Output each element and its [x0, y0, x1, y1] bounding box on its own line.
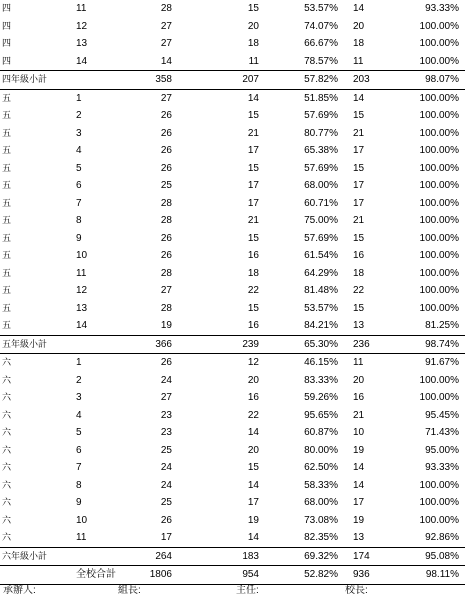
completed-cell: 14: [353, 479, 365, 491]
count-cell: 14: [247, 92, 259, 104]
enrolled-cell: 25: [160, 444, 172, 456]
enrolled-cell: 24: [160, 374, 172, 386]
rate-cell: 57.82%: [304, 74, 338, 85]
rate-cell: 66.67%: [304, 38, 338, 49]
count-cell: 14: [247, 532, 259, 543]
class-cell: 12: [76, 20, 88, 32]
completed-cell: 236: [353, 338, 370, 350]
table-row: [0, 35, 465, 53]
enrolled-cell: 28: [160, 197, 172, 209]
enrolled-cell: 358: [155, 74, 172, 85]
table-row: [0, 477, 465, 495]
rate-cell: 57.69%: [304, 162, 338, 174]
enrolled-cell: 26: [160, 514, 172, 526]
completed-cell: 11: [353, 357, 364, 368]
count-cell: 16: [247, 250, 259, 261]
class-cell: 2: [76, 374, 82, 386]
table-row: [0, 160, 465, 178]
count-cell: 15: [247, 3, 259, 14]
count-cell: 15: [247, 162, 259, 174]
enrolled-cell: 28: [160, 267, 172, 279]
grade-cell: 五: [2, 250, 12, 260]
count-cell: 18: [247, 267, 259, 279]
completed-cell: 20: [353, 374, 365, 386]
grade-cell: 五: [2, 197, 12, 208]
completed-cell: 11: [353, 55, 364, 67]
enrolled-cell: 27: [160, 92, 172, 104]
completion-rate-cell: 100.00%: [419, 392, 459, 403]
completion-rate-cell: 93.33%: [425, 3, 459, 14]
grade-cell: 六: [2, 514, 12, 525]
class-cell: 13: [76, 302, 88, 314]
class-cell: 5: [76, 162, 82, 174]
grade-cell: 五: [2, 232, 12, 243]
completed-cell: 15: [353, 302, 365, 314]
completed-cell: 19: [353, 514, 365, 526]
completed-cell: 21: [353, 127, 365, 139]
completed-cell: 22: [353, 285, 365, 296]
grade-cell: 五: [2, 145, 12, 155]
enrolled-cell: 19: [160, 320, 172, 331]
count-cell: 12: [247, 357, 259, 368]
class-cell: 3: [76, 392, 82, 403]
completed-cell: 14: [353, 92, 365, 104]
rate-cell: 53.57%: [304, 3, 338, 14]
completed-cell: 17: [353, 497, 365, 508]
grade-cell: 六: [2, 462, 12, 472]
table-row: [0, 142, 465, 160]
table-row: [0, 442, 465, 460]
rate-cell: 59.26%: [304, 392, 338, 403]
completion-rate-cell: 100.00%: [419, 374, 459, 386]
count-cell: 20: [247, 444, 259, 456]
enrolled-cell: 23: [160, 409, 172, 421]
enrolled-cell: 27: [160, 38, 172, 49]
principal-label: 校長:: [345, 585, 368, 596]
class-cell: 4: [76, 409, 82, 421]
completion-rate-cell: 100.00%: [419, 92, 459, 104]
grade-cell: 五: [2, 267, 12, 278]
completion-rate-cell: 98.11%: [425, 569, 459, 580]
completion-rate-cell: 100.00%: [419, 38, 459, 49]
enrolled-cell: 25: [160, 180, 172, 191]
rate-cell: 60.87%: [304, 427, 338, 438]
completion-rate-cell: 100.00%: [419, 285, 459, 296]
table-row: [0, 317, 465, 335]
table-row: [0, 424, 465, 442]
grade-cell: 五年級小計: [2, 338, 48, 349]
completion-rate-cell: 98.07%: [425, 74, 459, 85]
rate-cell: 58.33%: [304, 479, 338, 491]
grade-cell: 五: [2, 302, 12, 313]
count-cell: 15: [247, 232, 259, 244]
class-cell: 5: [76, 427, 82, 438]
rate-cell: 81.48%: [304, 285, 338, 296]
count-cell: 21: [247, 127, 259, 139]
enrolled-cell: 27: [160, 285, 172, 296]
table-row: [0, 529, 465, 547]
class-cell: 11: [76, 267, 87, 279]
completed-cell: 17: [353, 180, 365, 191]
completion-rate-cell: 100.00%: [419, 180, 459, 191]
completion-rate-cell: 93.33%: [425, 462, 459, 473]
completion-rate-cell: 100.00%: [419, 215, 459, 226]
grade-cell: 五: [2, 285, 12, 295]
table-row: [0, 195, 465, 213]
enrolled-cell: 26: [160, 110, 172, 121]
count-cell: 15: [247, 110, 259, 121]
table-row: [0, 282, 465, 300]
grade-cell: 五: [2, 215, 12, 225]
grade-cell: 六: [2, 444, 12, 455]
class-cell: 12: [76, 285, 88, 296]
class-cell: 8: [76, 215, 82, 226]
count-cell: 954: [242, 569, 259, 580]
grade-cell: 六: [2, 497, 12, 507]
rate-cell: 57.69%: [304, 110, 338, 121]
table-row: [0, 512, 465, 530]
completed-cell: 14: [353, 3, 365, 14]
count-cell: 22: [247, 409, 259, 421]
director-label: 主任:: [236, 585, 259, 596]
table-row: [0, 0, 465, 18]
completed-cell: 17: [353, 197, 365, 209]
rate-cell: 68.00%: [304, 180, 338, 191]
count-cell: 19: [247, 514, 259, 526]
completed-cell: 14: [353, 462, 365, 473]
enrolled-cell: 26: [160, 250, 172, 261]
count-cell: 14: [247, 427, 259, 438]
table-row: [0, 247, 465, 265]
enrolled-cell: 28: [160, 215, 172, 226]
count-cell: 11: [248, 55, 259, 67]
class-cell: 8: [76, 479, 82, 491]
completed-cell: 20: [353, 20, 365, 32]
completed-cell: 15: [353, 232, 365, 244]
table-row: [0, 90, 465, 108]
rate-cell: 73.08%: [304, 514, 338, 526]
subtotal-row: [0, 335, 465, 355]
grade-cell: 五: [2, 180, 12, 190]
rate-cell: 57.69%: [304, 232, 338, 244]
completion-rate-cell: 100.00%: [419, 267, 459, 279]
enrolled-cell: 26: [160, 162, 172, 174]
count-cell: 21: [247, 215, 259, 226]
grade-cell: 六年級小計: [2, 550, 48, 561]
grade-cell: 五: [2, 110, 12, 120]
rate-cell: 78.57%: [304, 55, 338, 67]
count-cell: 16: [247, 392, 259, 403]
enrolled-cell: 366: [155, 338, 172, 350]
enrolled-cell: 26: [160, 127, 172, 139]
enrolled-cell: 26: [160, 357, 172, 368]
class-cell: 11: [76, 532, 87, 543]
grade-cell: 六: [2, 357, 12, 367]
rate-cell: 69.32%: [304, 550, 338, 562]
completed-cell: 16: [353, 250, 365, 261]
count-cell: 15: [247, 302, 259, 314]
enrolled-cell: 17: [160, 532, 172, 543]
completed-cell: 16: [353, 392, 365, 403]
completed-cell: 13: [353, 532, 365, 543]
table-row: [0, 389, 465, 407]
grade-cell: 四: [2, 38, 12, 48]
grade-cell: 五: [2, 92, 12, 103]
handler-label: 承辦人:: [3, 585, 36, 596]
table-row: [0, 212, 465, 230]
completion-rate-cell: 95.08%: [425, 550, 459, 562]
completion-rate-cell: 100.00%: [419, 497, 459, 508]
completion-rate-cell: 81.25%: [425, 320, 459, 331]
enrolled-cell: 28: [160, 3, 172, 14]
completion-rate-cell: 95.00%: [425, 444, 459, 456]
rate-cell: 53.57%: [304, 302, 338, 314]
count-cell: 239: [242, 338, 259, 350]
table-row: [0, 177, 465, 195]
class-cell: 7: [76, 462, 82, 473]
table-row: [0, 459, 465, 477]
enrolled-cell: 27: [160, 20, 172, 32]
rate-cell: 75.00%: [304, 215, 338, 226]
rate-cell: 84.21%: [304, 320, 338, 331]
grade-cell: 五: [2, 320, 12, 330]
class-cell: 1: [76, 92, 82, 104]
class-cell: 11: [76, 3, 87, 14]
rate-cell: 74.07%: [304, 20, 338, 32]
class-cell: 1: [76, 357, 82, 368]
completed-cell: 21: [353, 215, 365, 226]
enrolled-cell: 25: [160, 497, 172, 508]
class-cell: 3: [76, 127, 82, 139]
signature-line: [0, 582, 465, 600]
count-cell: 16: [247, 320, 259, 331]
enrolled-cell: 27: [160, 392, 172, 403]
rate-cell: 65.38%: [304, 145, 338, 156]
rate-cell: 52.82%: [304, 569, 338, 580]
count-cell: 22: [247, 285, 259, 296]
grade-cell: 五: [2, 162, 12, 173]
count-cell: 17: [247, 180, 259, 191]
table-row: [0, 265, 465, 283]
enrolled-cell: 1806: [149, 569, 172, 580]
table-row: [0, 407, 465, 425]
completion-rate-cell: 100.00%: [419, 479, 459, 491]
completion-rate-cell: 100.00%: [419, 110, 459, 121]
completion-rate-cell: 95.45%: [425, 409, 459, 421]
leader-label: 組長:: [118, 585, 141, 596]
rate-cell: 64.29%: [304, 267, 338, 279]
completion-rate-cell: 71.43%: [425, 427, 459, 438]
completed-cell: 18: [353, 38, 365, 49]
count-cell: 15: [247, 462, 259, 473]
completed-cell: 15: [353, 110, 365, 121]
class-cell: 9: [76, 232, 82, 244]
completion-rate-cell: 100.00%: [419, 197, 459, 209]
count-cell: 17: [247, 145, 259, 156]
rate-cell: 61.54%: [304, 250, 338, 261]
completed-cell: 13: [353, 320, 365, 331]
rate-cell: 95.65%: [304, 409, 338, 421]
count-cell: 17: [247, 197, 259, 209]
enrolled-cell: 14: [160, 55, 172, 67]
rate-cell: 46.15%: [304, 357, 338, 368]
grade-cell: 五: [2, 127, 12, 138]
grade-cell: 六: [2, 374, 12, 385]
grade-cell: 四: [2, 20, 12, 31]
class-cell: 13: [76, 38, 88, 49]
class-cell: 9: [76, 497, 82, 508]
class-cell: 14: [76, 320, 88, 331]
count-cell: 207: [242, 74, 259, 85]
grade-cell: 六: [2, 532, 12, 542]
table-row: [0, 300, 465, 318]
enrolled-cell: 26: [160, 232, 172, 244]
table-row: [0, 53, 465, 71]
table-row: [0, 107, 465, 125]
table-row: [0, 18, 465, 36]
class-cell: 14: [76, 55, 88, 67]
table-row: [0, 354, 465, 372]
grade-cell: 六: [2, 479, 12, 490]
completion-rate-cell: 100.00%: [419, 55, 459, 67]
subtotal-row: [0, 70, 465, 90]
completion-rate-cell: 100.00%: [419, 20, 459, 32]
grade-cell: 六: [2, 409, 12, 420]
count-cell: 183: [242, 550, 259, 562]
grade-cell: 六: [2, 427, 12, 437]
table-row: [0, 372, 465, 390]
count-cell: 14: [247, 479, 259, 491]
completed-cell: 936: [353, 569, 370, 580]
count-cell: 20: [247, 20, 259, 32]
completion-rate-cell: 91.67%: [425, 357, 459, 368]
class-cell: 4: [76, 145, 82, 156]
completion-rate-cell: 100.00%: [419, 145, 459, 156]
enrolled-cell: 264: [155, 550, 172, 562]
class-cell: 2: [76, 110, 82, 121]
table-row: [0, 494, 465, 512]
rate-cell: 82.35%: [304, 532, 338, 543]
rate-cell: 68.00%: [304, 497, 338, 508]
completion-rate-cell: 100.00%: [419, 232, 459, 244]
class-cell: 10: [76, 250, 88, 261]
enrolled-cell: 24: [160, 462, 172, 473]
enrolled-cell: 24: [160, 479, 172, 491]
completed-cell: 19: [353, 444, 365, 456]
table-row: [0, 230, 465, 248]
rate-cell: 83.33%: [304, 374, 338, 386]
completed-cell: 21: [353, 409, 365, 421]
enrolled-cell: 26: [160, 145, 172, 156]
class-cell: 全校合計: [76, 569, 116, 580]
completed-cell: 10: [353, 427, 365, 438]
rate-cell: 60.71%: [304, 197, 338, 209]
count-cell: 17: [247, 497, 259, 508]
count-cell: 20: [247, 374, 259, 386]
completed-cell: 203: [353, 74, 370, 85]
class-cell: 7: [76, 197, 82, 209]
grade-cell: 四年級小計: [2, 74, 48, 84]
completed-cell: 18: [353, 267, 365, 279]
completion-rate-cell: 92.86%: [425, 532, 459, 543]
completion-rate-cell: 98.74%: [425, 338, 459, 350]
class-cell: 10: [76, 514, 88, 526]
rate-cell: 65.30%: [304, 338, 338, 350]
rate-cell: 80.00%: [304, 444, 338, 456]
completion-rate-cell: 100.00%: [419, 514, 459, 526]
table-row: [0, 125, 465, 143]
grade-cell: 四: [2, 3, 12, 13]
completed-cell: 174: [353, 550, 370, 562]
completion-rate-cell: 100.00%: [419, 162, 459, 174]
completed-cell: 17: [353, 145, 365, 156]
completion-rate-cell: 100.00%: [419, 250, 459, 261]
count-cell: 18: [247, 38, 259, 49]
enrolled-cell: 23: [160, 427, 172, 438]
rate-cell: 62.50%: [304, 462, 338, 473]
rate-cell: 51.85%: [304, 92, 338, 104]
enrolled-cell: 28: [160, 302, 172, 314]
class-cell: 6: [76, 444, 82, 456]
grade-cell: 六: [2, 392, 12, 402]
completion-rate-cell: 100.00%: [419, 302, 459, 314]
completion-rate-cell: 100.00%: [419, 127, 459, 139]
rate-cell: 80.77%: [304, 127, 338, 139]
subtotal-row: [0, 547, 465, 567]
grade-cell: 四: [2, 55, 12, 66]
completed-cell: 15: [353, 162, 365, 174]
class-cell: 6: [76, 180, 82, 191]
